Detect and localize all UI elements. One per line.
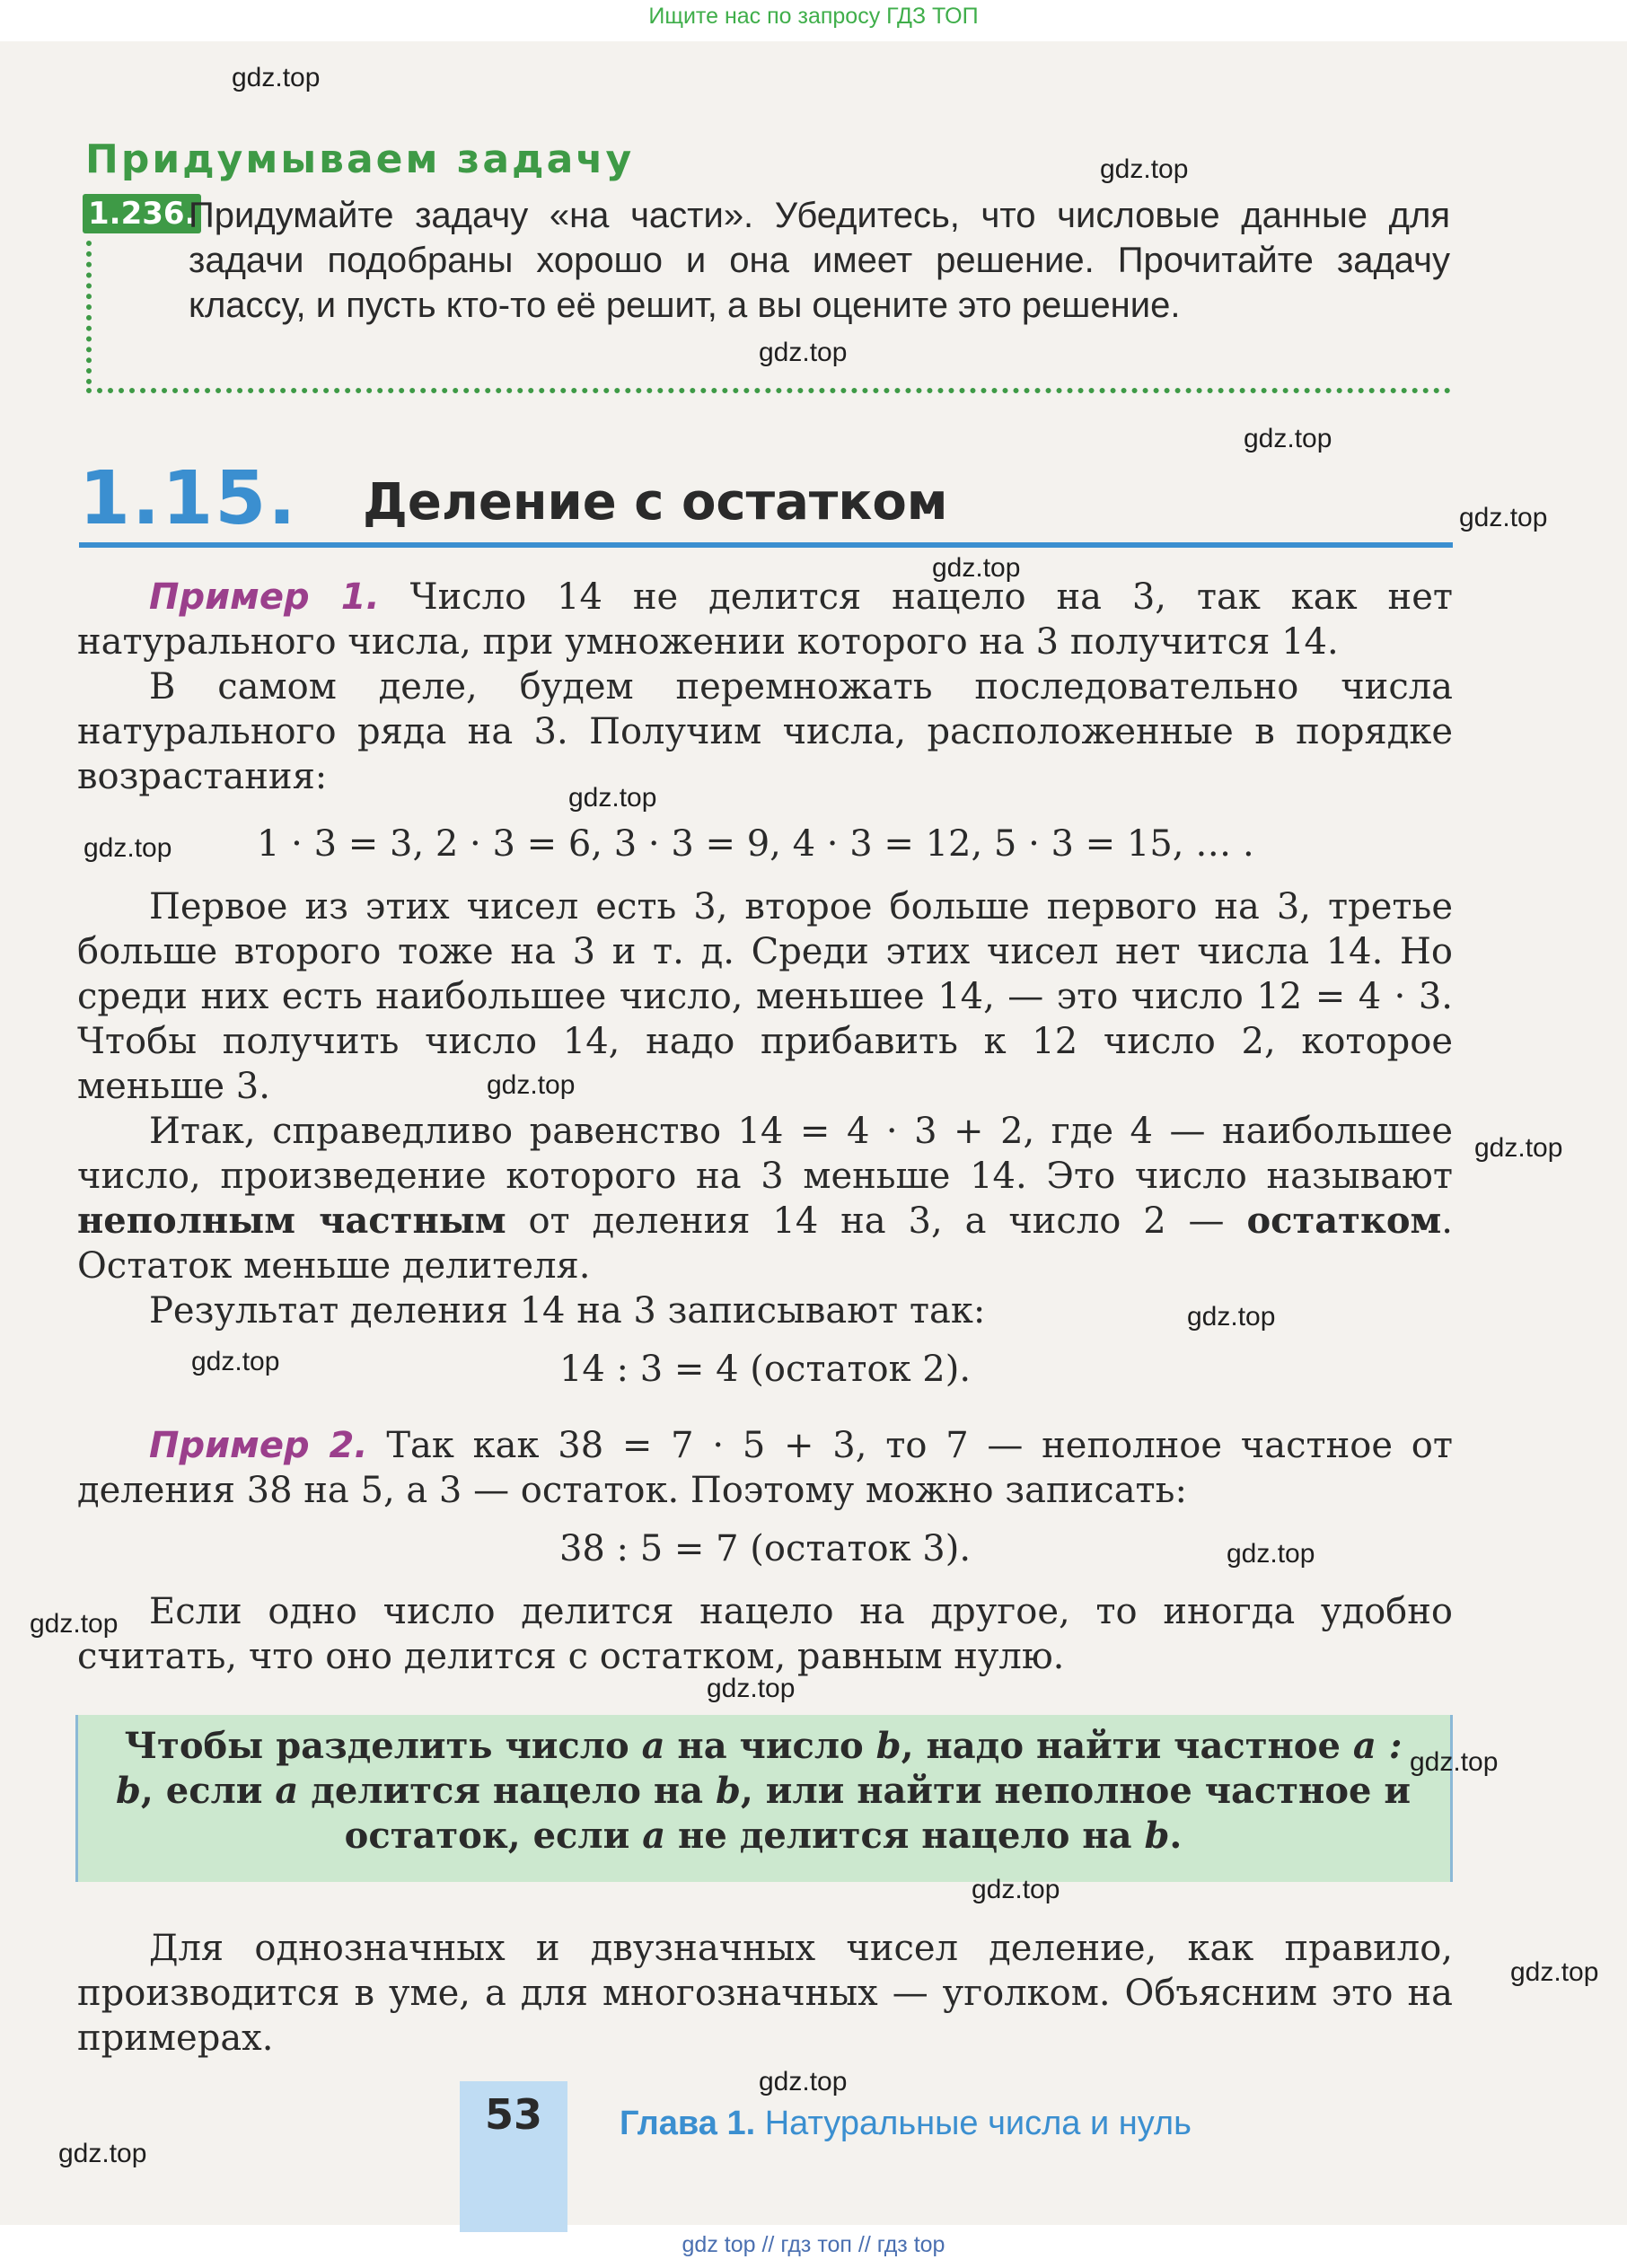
var-a-div-b: a : b <box>115 1725 1403 1812</box>
example2-result: 38 : 5 = 7 (остаток 3). <box>558 1528 972 1569</box>
section-number: 1.15. <box>79 456 298 541</box>
watermark: gdz.top <box>30 1609 119 1639</box>
example1-result: 14 : 3 = 4 (остаток 2). <box>558 1349 972 1390</box>
watermark: gdz.top <box>932 553 1021 583</box>
var-b: b <box>875 1725 901 1767</box>
top-banner[interactable]: Ищите нас по запросу ГДЗ ТОП <box>648 4 979 29</box>
rule-part: , надо найти частное <box>901 1725 1353 1767</box>
example2-paragraph <box>77 1423 1453 1513</box>
term-remainder: остатком <box>1246 1200 1442 1242</box>
watermark: gdz.top <box>1227 1539 1315 1569</box>
example1-p2: В самом деле, будем перемножать последовательно числа натурального ряда на 3. Получим числа, расположенные в порядке возрастания: <box>77 666 1453 797</box>
p4-part-c: . Остаток меньше делителя. <box>77 1200 1453 1287</box>
watermark: gdz.top <box>568 783 657 813</box>
watermark: gdz.top <box>759 338 848 367</box>
watermark: gdz.top <box>972 1875 1060 1904</box>
watermark: gdz.top <box>707 1674 796 1703</box>
term-incomplete-quotient: неполным частным <box>77 1200 506 1242</box>
task-heading: Придумываем задачу <box>85 136 635 182</box>
example1-label: Пример 1. <box>149 576 380 618</box>
watermark: gdz.top <box>232 63 321 92</box>
task-number: 1.236. <box>83 194 201 233</box>
example1-p5: Результат деления 14 на 3 записывают так: <box>149 1290 986 1332</box>
example1-paragraph <box>77 575 1453 664</box>
task-dotted-border-horizontal <box>86 388 1451 393</box>
rule-part: Чтобы разделить число <box>124 1725 642 1767</box>
watermark: gdz.top <box>759 2067 848 2097</box>
section-title: Деление с остатком <box>363 473 948 532</box>
rule-part: на число <box>664 1725 876 1767</box>
var-b: b <box>715 1770 741 1812</box>
example2-label: Пример 2. <box>149 1425 368 1466</box>
chapter-title: Натуральные числа и нуль <box>764 2105 1192 2142</box>
watermark: gdz.top <box>487 1070 576 1100</box>
p4-part-a: Итак, справедливо равенство 14 = 4 · 3 + 2, где 4 — наибольшее число, произведение которого на 3 меньше 14. Это число называют <box>77 1111 1453 1197</box>
rule-part: не делится нацело на <box>665 1815 1145 1857</box>
watermark: gdz.top <box>191 1347 280 1376</box>
rule-part: , или найти неполное частное и остаток, если <box>344 1770 1412 1857</box>
task-text: Придумайте задачу «на части». Убедитесь, что числовые данные для задачи подобраны хорошо и она имеет решение. Прочитайте задачу классу, и пусть кто-то её решит, а вы оцените это решение. <box>189 196 1450 325</box>
watermark: gdz.top <box>84 833 172 863</box>
var-a: a <box>642 1815 666 1857</box>
p4-part-b: от деления 14 на 3, а число 2 — <box>506 1200 1247 1242</box>
watermark: gdz.top <box>1244 424 1332 453</box>
task-dotted-border-vertical <box>86 241 92 384</box>
page-number: 53 <box>484 2090 542 2139</box>
example2-p2: Если одно число делится нацело на другое, то иногда удобно считать, что оно делится с остатком, равным нулю. <box>77 1591 1453 1677</box>
multiplication-sequence: 1 · 3 = 3, 2 · 3 = 6, 3 · 3 = 9, 4 · 3 = 12, 5 · 3 = 15, … . <box>257 823 1254 865</box>
var-a: a <box>641 1725 665 1767</box>
example1-text: Число 14 не делится нацело на 3, так как нет натурального числа, при умножении которого на 3 получится 14. <box>77 576 1454 663</box>
example1-p3: Первое из этих чисел есть 3, второе больше первого на 3, третье больше второго тоже на 3 и т. д. Среди этих чисел нет числа 14. Но среди них есть наибольшее число, меньшее 14, — это число 12 = 4 · 3. Чтобы получить число 14, надо прибавить к 12 число 2, которое меньше 3. <box>77 886 1453 1107</box>
watermark: gdz.top <box>1474 1133 1563 1163</box>
rule-text <box>108 1724 1419 1859</box>
watermark: gdz.top <box>1410 1747 1499 1777</box>
var-a: a <box>275 1770 299 1812</box>
watermark: gdz.top <box>1459 503 1548 532</box>
watermark: gdz.top <box>58 2139 147 2168</box>
rule-part: , если <box>140 1770 276 1812</box>
watermark: gdz.top <box>1187 1302 1276 1332</box>
section-underline <box>79 542 1453 548</box>
watermark: gdz.top <box>1510 1957 1599 1987</box>
closing-paragraph: Для однозначных и двузначных чисел деление, как правило, производится в уме, а для многозначных — уголком. Объясним это на примерах. <box>77 1928 1453 2059</box>
example1-p4 <box>77 1109 1453 1288</box>
var-b: b <box>1144 1815 1170 1857</box>
chapter-footer <box>620 2105 1192 2143</box>
rule-part: . <box>1169 1815 1183 1857</box>
example2-text: Так как 38 = 7 · 5 + 3, то 7 — неполное частное от деления 38 на 5, а 3 — остаток. Поэтому можно записать: <box>77 1425 1454 1511</box>
rule-part: делится нацело на <box>298 1770 716 1812</box>
watermark: gdz.top <box>1100 154 1189 184</box>
chapter-label: Глава 1. <box>620 2105 756 2142</box>
bottom-banner[interactable]: gdz top // гдз топ // гдз top <box>682 2232 945 2257</box>
